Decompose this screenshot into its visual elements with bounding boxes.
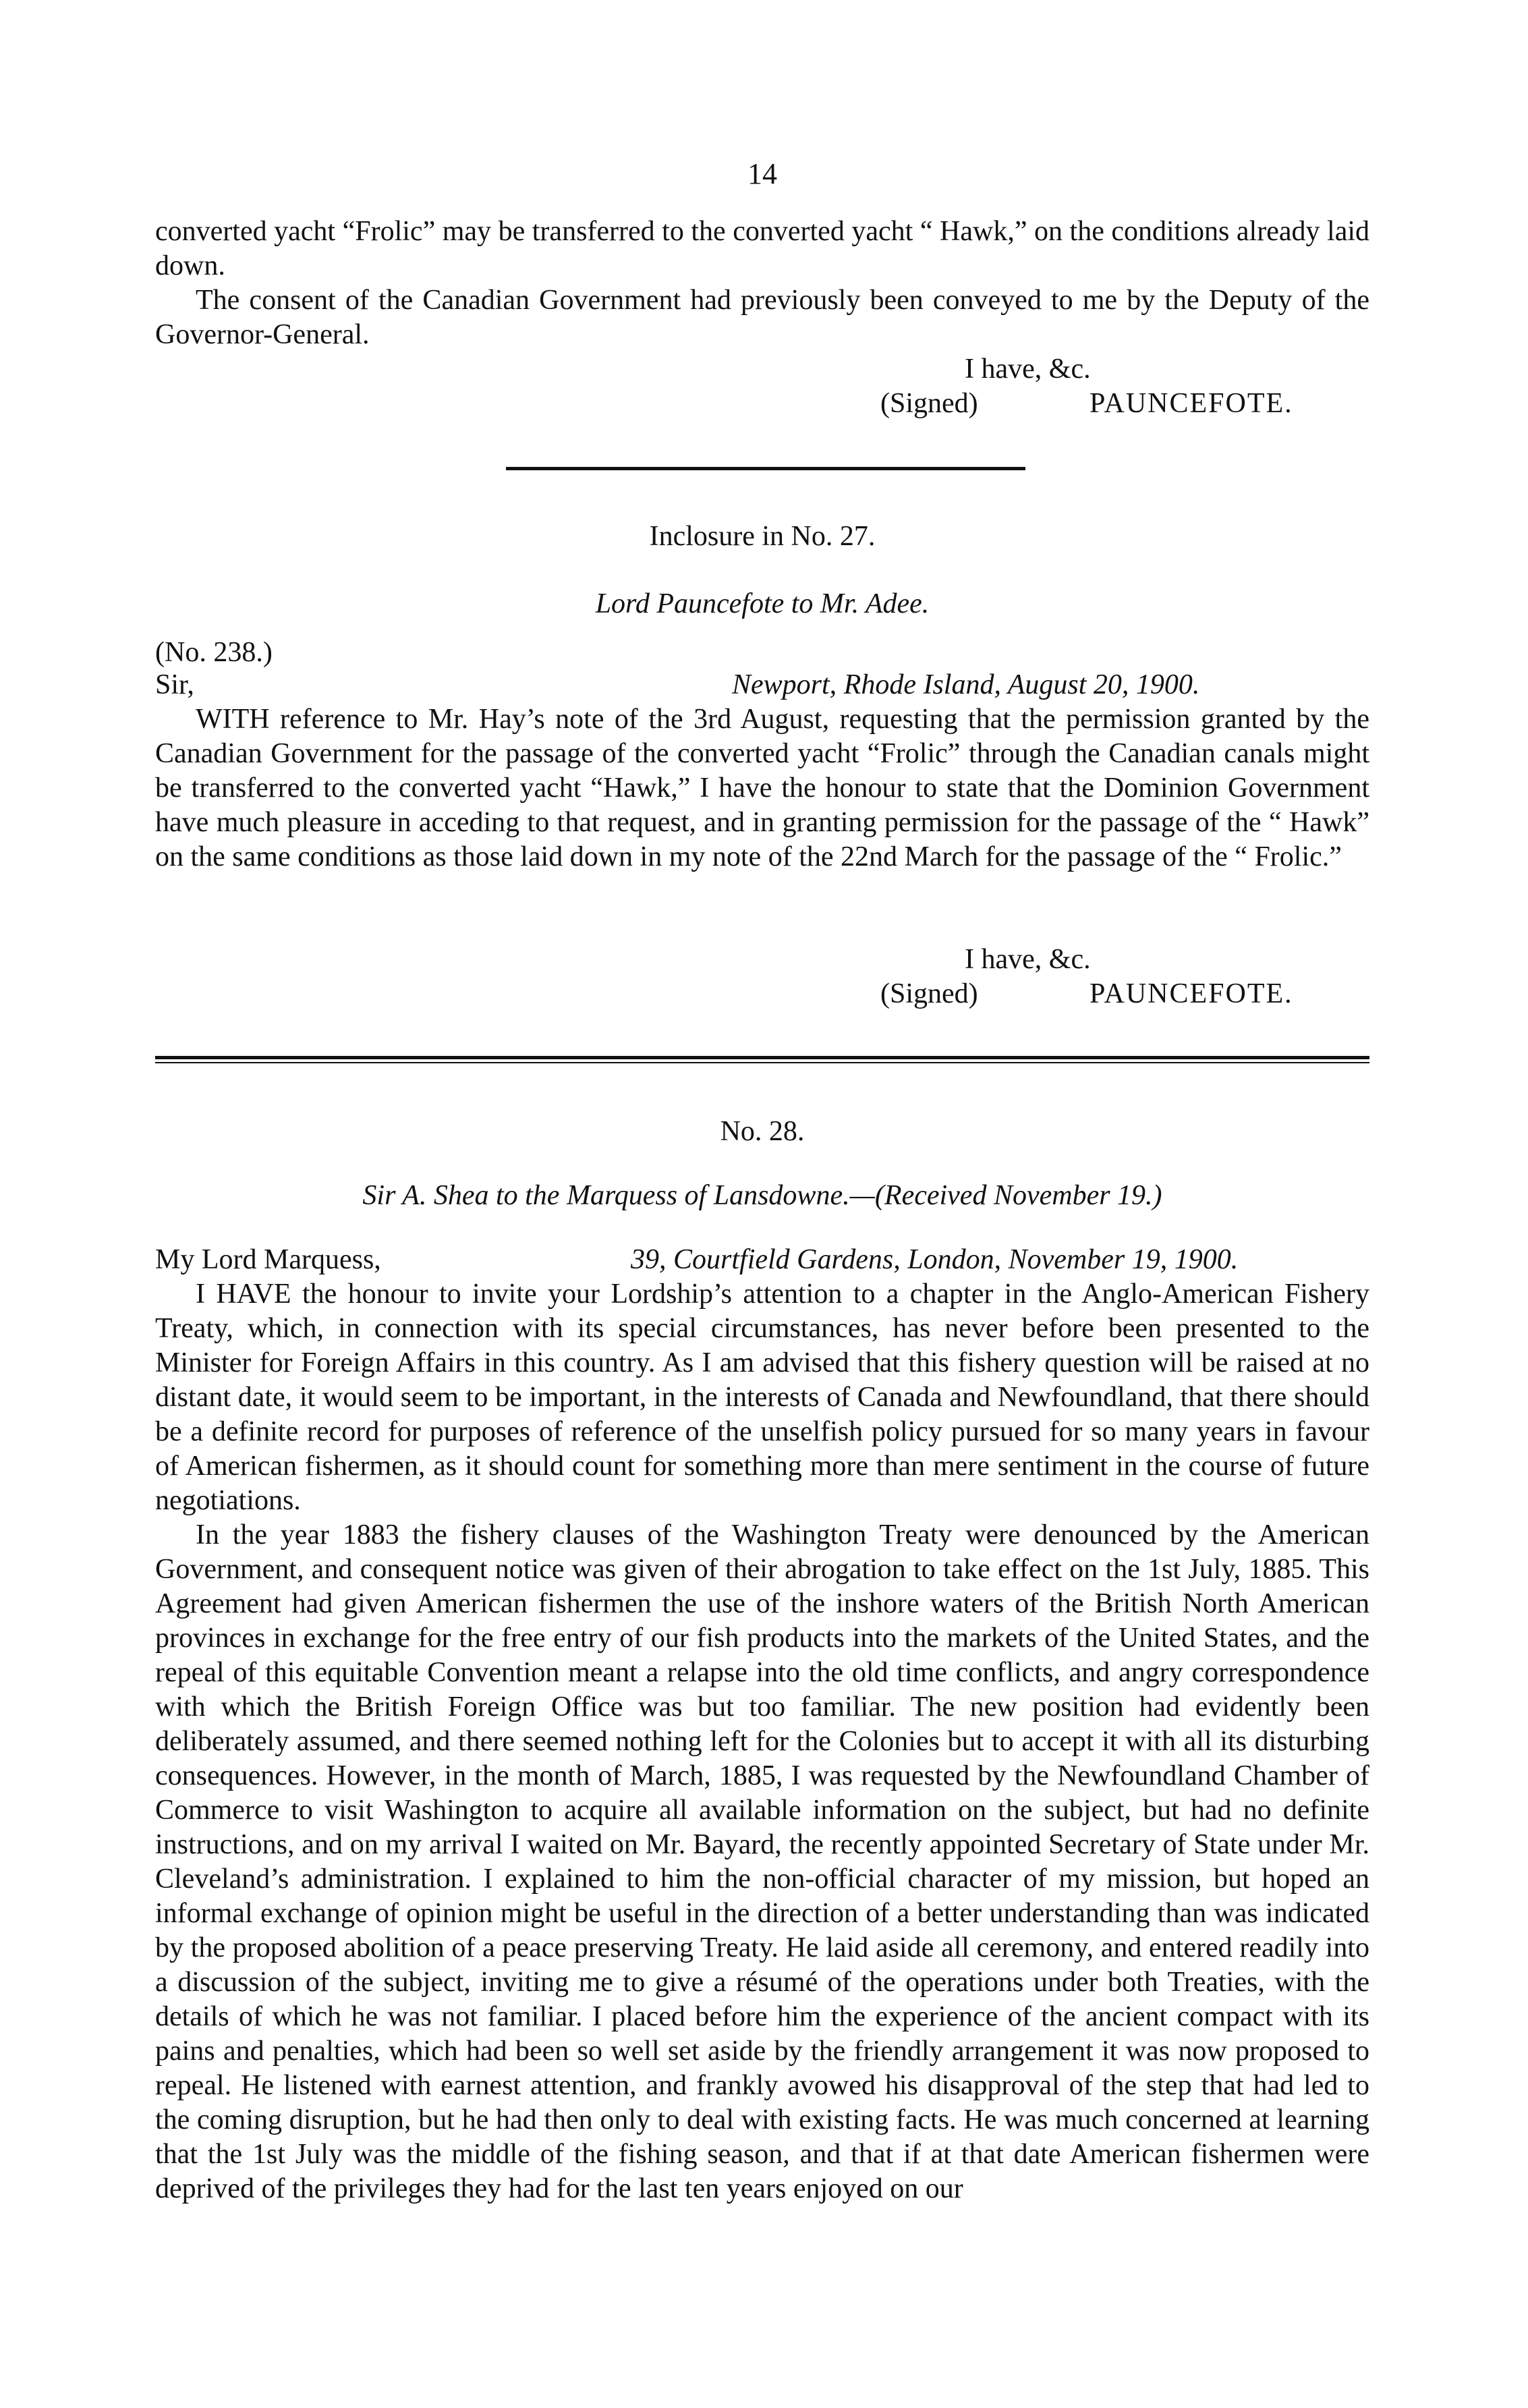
continuation-paragraph: converted yacht “Frolic” may be transferred to the converted yacht “ Hawk,” on the conditions already laid down. bbox=[155, 216, 1369, 281]
top-signature: PAUNCEFOTE. bbox=[1090, 388, 1293, 419]
inclosure-number: (No. 238.) bbox=[155, 637, 273, 668]
section-divider bbox=[506, 467, 1025, 470]
section-divider-thick bbox=[155, 1056, 1369, 1059]
no28-heading: No. 28. bbox=[720, 1116, 805, 1147]
inclosure-salutation: Sir, bbox=[155, 669, 194, 700]
inclosure-signature: PAUNCEFOTE. bbox=[1090, 978, 1293, 1009]
no28-place-date: 39, Courtfield Gardens, London, November 19, 1900. bbox=[631, 1244, 1239, 1275]
inclosure-title: Lord Pauncefote to Mr. Adee. bbox=[595, 588, 930, 619]
top-closing: I have, &c. bbox=[965, 354, 1091, 385]
no28-title: Sir A. Shea to the Marquess of Lansdowne.—(Received November 19.) bbox=[362, 1180, 1162, 1211]
section-divider-thin bbox=[155, 1062, 1369, 1063]
inclosure-place-date: Newport, Rhode Island, August 20, 1900. bbox=[732, 669, 1200, 700]
consent-paragraph: The consent of the Canadian Government had previously been conveyed to me by the Deputy of the Governor-General. bbox=[155, 285, 1369, 350]
page-number: 14 bbox=[747, 157, 777, 190]
no28-salutation: My Lord Marquess, bbox=[155, 1244, 381, 1275]
inclosure-signed-label: (Signed) bbox=[880, 978, 978, 1009]
inclosure-heading: Inclosure in No. 27. bbox=[649, 521, 876, 552]
inclosure-body: WITH reference to Mr. Hay’s note of the 3rd August, requesting that the permission granted by the Canadian Government for the passage of the converted yacht “Frolic” through the Canadian canals might be transferred to the converted yacht “Hawk,” I have the honour to state that the Dominion Government have much pleasure in acceding to that request, and in granting permission for the passage of the “ Hawk” on the same conditions as those laid down in my note of the 22nd March for the passage of the “ Frolic.” bbox=[155, 704, 1369, 872]
no28-paragraph-2: In the year 1883 the fishery clauses of the Washington Treaty were denounced by the American Government, and consequent notice was given of their abrogation to take effect on the 1st July, 1885. This Agreement had given American fishermen the use of the inshore waters of the British North American provinces in exchange for the free entry of our fish products into the markets of the United States, and the repeal of this equitable Convention meant a relapse into the old time conflicts, and angry correspondence with which the British Foreign Office was but too familiar. The new position had evidently been deliberately assumed, and there seemed nothing left for the Colonies but to accept it with all its disturbing consequences. However, in the month of March, 1885, I was requested by the Newfoundland Chamber of Commerce to visit Washington to acquire all available information on the subject, but had no definite instructions, and on my arrival I waited on Mr. Bayard, the recently appointed Secretary of State under Mr. Cleveland’s administration. I explained to him the non-official character of my mission, but hoped an informal exchange of opinion might be useful in the direction of a better understanding than was indicated by the proposed abolition of a peace preserving Treaty. He laid aside all ceremony, and entered readily into a discussion of the subject, inviting me to give a résumé of the operations under both Treaties, with the details of which he was not familiar. I placed before him the experience of the ancient compact with its pains and penalties, which had been so well set aside by the friendly arrangement it was now proposed to repeal. He listened with earnest attention, and frankly avowed his disapproval of the step that had led to the coming disruption, but he had then only to deal with existing facts. He was much concerned at learning that the 1st July was the middle of the fishing season, and that if at that date American fishermen were deprived of the privileges they had for the last ten years enjoyed on our bbox=[155, 1519, 1369, 2204]
inclosure-closing: I have, &c. bbox=[965, 944, 1091, 975]
no28-paragraph-1: I HAVE the honour to invite your Lordship’s attention to a chapter in the Anglo-American Fishery Treaty, which, in connection with its special circumstances, has never before been presented to the Minister for Foreign Affairs in this country. As I am advised that this fishery question will be raised at no distant date, it would seem to be important, in the interests of Canada and Newfoundland, that there should be a definite record for purposes of reference of the unselfish policy pursued for so many years in favour of American fishermen, as it should count for something more than mere sentiment in the course of future negotiations. bbox=[155, 1279, 1369, 1516]
top-signed-label: (Signed) bbox=[880, 388, 978, 419]
